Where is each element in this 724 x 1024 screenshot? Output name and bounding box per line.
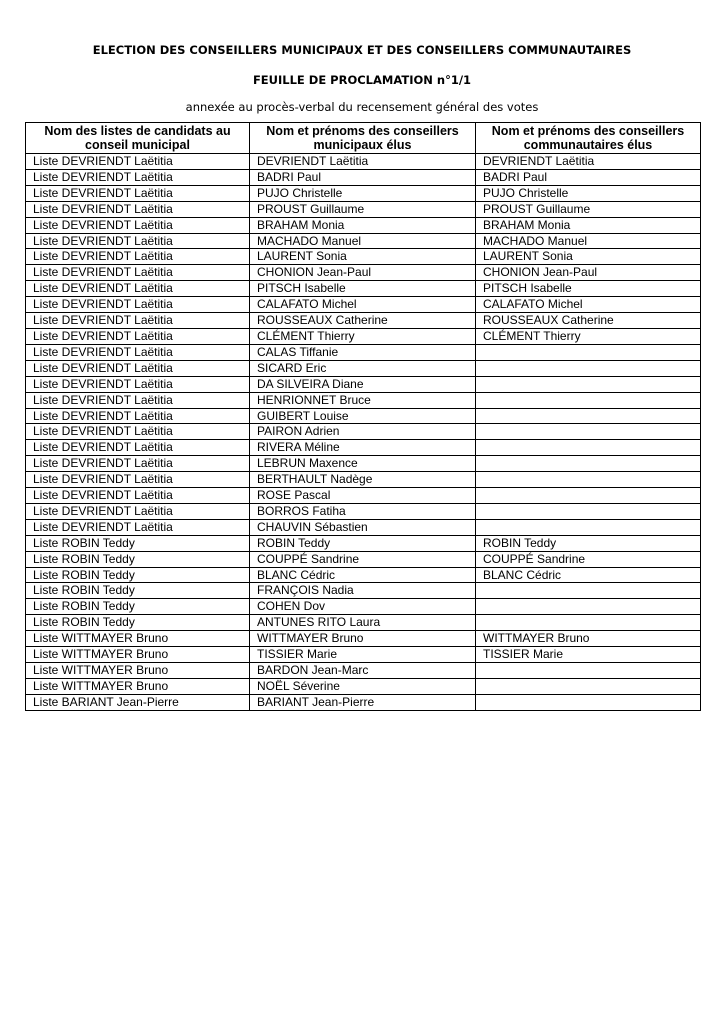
table-row xyxy=(26,488,701,504)
municipal-councillor-cell: BORROS Fatiha xyxy=(250,503,476,519)
municipal-councillor-cell: GUIBERT Louise xyxy=(250,408,476,424)
municipal-councillor-cell: CALAFATO Michel xyxy=(250,297,476,313)
list-name-cell: Liste DEVRIENDT Laëtitia xyxy=(26,440,250,456)
table-row xyxy=(26,583,701,599)
list-name-cell: Liste DEVRIENDT Laëtitia xyxy=(26,217,250,233)
table-row xyxy=(26,313,701,329)
community-councillor-cell: MACHADO Manuel xyxy=(476,233,701,249)
community-councillor-cell: BRAHAM Monia xyxy=(476,217,701,233)
municipal-councillor-cell: PITSCH Isabelle xyxy=(250,281,476,297)
community-councillor-cell: CLÉMENT Thierry xyxy=(476,328,701,344)
municipal-councillor-cell: PROUST Guillaume xyxy=(250,201,476,217)
list-name-cell: Liste DEVRIENDT Laëtitia xyxy=(26,328,250,344)
community-councillor-cell xyxy=(476,663,701,679)
community-councillor-cell xyxy=(476,503,701,519)
community-councillor-cell: DEVRIENDT Laëtitia xyxy=(476,154,701,170)
municipal-councillor-cell: BLANC Cédric xyxy=(250,567,476,583)
list-name-cell: Liste DEVRIENDT Laëtitia xyxy=(26,456,250,472)
list-name-cell: Liste WITTMAYER Bruno xyxy=(26,647,250,663)
community-councillor-cell xyxy=(476,519,701,535)
table-row xyxy=(26,169,701,185)
municipal-councillor-cell: ROSE Pascal xyxy=(250,488,476,504)
municipal-councillor-cell: COHEN Dov xyxy=(250,599,476,615)
list-name-cell: Liste DEVRIENDT Laëtitia xyxy=(26,360,250,376)
list-name-cell: Liste DEVRIENDT Laëtitia xyxy=(26,281,250,297)
municipal-councillor-cell: NOËL Séverine xyxy=(250,678,476,694)
community-councillor-cell: COUPPÉ Sandrine xyxy=(476,551,701,567)
municipal-councillor-cell: CLÉMENT Thierry xyxy=(250,328,476,344)
table-row xyxy=(26,694,701,710)
table-row xyxy=(26,567,701,583)
list-name-cell: Liste WITTMAYER Bruno xyxy=(26,631,250,647)
table-row xyxy=(26,297,701,313)
list-name-cell: Liste DEVRIENDT Laëtitia xyxy=(26,472,250,488)
municipal-councillor-cell: COUPPÉ Sandrine xyxy=(250,551,476,567)
municipal-councillor-cell: WITTMAYER Bruno xyxy=(250,631,476,647)
table-row xyxy=(26,663,701,679)
table-row xyxy=(26,185,701,201)
table-body xyxy=(26,154,701,711)
list-name-cell: Liste DEVRIENDT Laëtitia xyxy=(26,519,250,535)
community-councillor-cell xyxy=(476,583,701,599)
community-councillor-cell xyxy=(476,440,701,456)
municipal-councillor-cell: BARIANT Jean-Pierre xyxy=(250,694,476,710)
list-name-cell: Liste ROBIN Teddy xyxy=(26,535,250,551)
list-name-cell: Liste DEVRIENDT Laëtitia xyxy=(26,503,250,519)
table-row xyxy=(26,201,701,217)
list-name-cell: Liste DEVRIENDT Laëtitia xyxy=(26,344,250,360)
municipal-councillor-cell: DEVRIENDT Laëtitia xyxy=(250,154,476,170)
municipal-councillor-cell: ROUSSEAUX Catherine xyxy=(250,313,476,329)
community-councillor-cell xyxy=(476,488,701,504)
list-name-cell: Liste ROBIN Teddy xyxy=(26,567,250,583)
document-note: annexée au procès-verbal du recensement général des votes xyxy=(185,100,539,114)
community-councillor-cell: PITSCH Isabelle xyxy=(476,281,701,297)
table-row xyxy=(26,551,701,567)
table-row xyxy=(26,233,701,249)
table-row xyxy=(26,424,701,440)
table-row xyxy=(26,344,701,360)
community-councillor-cell xyxy=(476,694,701,710)
table-row xyxy=(26,217,701,233)
table-row xyxy=(26,281,701,297)
community-councillor-cell xyxy=(476,456,701,472)
community-councillor-cell xyxy=(476,599,701,615)
table-row xyxy=(26,154,701,170)
municipal-councillor-cell: ANTUNES RITO Laura xyxy=(250,615,476,631)
municipal-councillor-cell: TISSIER Marie xyxy=(250,647,476,663)
table-row xyxy=(26,535,701,551)
table-row xyxy=(26,503,701,519)
community-councillor-cell xyxy=(476,615,701,631)
table-row xyxy=(26,615,701,631)
table-row xyxy=(26,472,701,488)
list-name-cell: Liste DEVRIENDT Laëtitia xyxy=(26,201,250,217)
column-header-municipal: Nom et prénoms des conseillers municipaux élus xyxy=(250,123,476,154)
table-row xyxy=(26,376,701,392)
municipal-councillor-cell: PAIRON Adrien xyxy=(250,424,476,440)
table-row xyxy=(26,440,701,456)
table-row xyxy=(26,328,701,344)
community-councillor-cell: PUJO Christelle xyxy=(476,185,701,201)
list-name-cell: Liste ROBIN Teddy xyxy=(26,551,250,567)
list-name-cell: Liste DEVRIENDT Laëtitia xyxy=(26,376,250,392)
community-councillor-cell: TISSIER Marie xyxy=(476,647,701,663)
community-councillor-cell xyxy=(476,472,701,488)
table-row xyxy=(26,408,701,424)
list-name-cell: Liste DEVRIENDT Laëtitia xyxy=(26,185,250,201)
community-councillor-cell xyxy=(476,408,701,424)
table-row xyxy=(26,631,701,647)
municipal-councillor-cell: LAURENT Sonia xyxy=(250,249,476,265)
list-name-cell: Liste DEVRIENDT Laëtitia xyxy=(26,265,250,281)
community-councillor-cell: LAURENT Sonia xyxy=(476,249,701,265)
table-header-row xyxy=(26,123,701,154)
list-name-cell: Liste ROBIN Teddy xyxy=(26,615,250,631)
community-councillor-cell xyxy=(476,376,701,392)
table-row xyxy=(26,456,701,472)
proclamation-table xyxy=(25,122,701,711)
community-councillor-cell xyxy=(476,360,701,376)
municipal-councillor-cell: RIVERA Méline xyxy=(250,440,476,456)
table-row xyxy=(26,392,701,408)
column-header-community: Nom et prénoms des conseillers communautaires élus xyxy=(476,123,701,154)
list-name-cell: Liste WITTMAYER Bruno xyxy=(26,663,250,679)
municipal-councillor-cell: BRAHAM Monia xyxy=(250,217,476,233)
municipal-councillor-cell: LEBRUN Maxence xyxy=(250,456,476,472)
list-name-cell: Liste DEVRIENDT Laëtitia xyxy=(26,249,250,265)
list-name-cell: Liste DEVRIENDT Laëtitia xyxy=(26,297,250,313)
community-councillor-cell: CHONION Jean-Paul xyxy=(476,265,701,281)
community-councillor-cell: WITTMAYER Bruno xyxy=(476,631,701,647)
municipal-councillor-cell: BERTHAULT Nadège xyxy=(250,472,476,488)
list-name-cell: Liste DEVRIENDT Laëtitia xyxy=(26,313,250,329)
community-councillor-cell xyxy=(476,344,701,360)
municipal-councillor-cell: MACHADO Manuel xyxy=(250,233,476,249)
list-name-cell: Liste BARIANT Jean-Pierre xyxy=(26,694,250,710)
list-name-cell: Liste DEVRIENDT Laëtitia xyxy=(26,408,250,424)
document-subtitle: FEUILLE DE PROCLAMATION n°1/1 xyxy=(252,73,472,87)
municipal-councillor-cell: PUJO Christelle xyxy=(250,185,476,201)
table-row xyxy=(26,647,701,663)
community-councillor-cell xyxy=(476,678,701,694)
table-row xyxy=(26,519,701,535)
municipal-councillor-cell: CHONION Jean-Paul xyxy=(250,265,476,281)
list-name-cell: Liste DEVRIENDT Laëtitia xyxy=(26,392,250,408)
list-name-cell: Liste DEVRIENDT Laëtitia xyxy=(26,169,250,185)
municipal-councillor-cell: CALAS Tiffanie xyxy=(250,344,476,360)
community-councillor-cell: ROBIN Teddy xyxy=(476,535,701,551)
municipal-councillor-cell: BARDON Jean-Marc xyxy=(250,663,476,679)
list-name-cell: Liste DEVRIENDT Laëtitia xyxy=(26,424,250,440)
table-row xyxy=(26,678,701,694)
municipal-councillor-cell: ROBIN Teddy xyxy=(250,535,476,551)
column-header-lists: Nom des listes de candidats au conseil municipal xyxy=(26,123,250,154)
table-row xyxy=(26,265,701,281)
table-row xyxy=(26,599,701,615)
municipal-councillor-cell: DA SILVEIRA Diane xyxy=(250,376,476,392)
list-name-cell: Liste DEVRIENDT Laëtitia xyxy=(26,488,250,504)
document-title: ELECTION DES CONSEILLERS MUNICIPAUX ET DES CONSEILLERS COMMUNAUTAIRES xyxy=(92,43,632,57)
list-name-cell: Liste DEVRIENDT Laëtitia xyxy=(26,233,250,249)
list-name-cell: Liste DEVRIENDT Laëtitia xyxy=(26,154,250,170)
municipal-councillor-cell: FRANÇOIS Nadia xyxy=(250,583,476,599)
community-councillor-cell: PROUST Guillaume xyxy=(476,201,701,217)
table-row xyxy=(26,360,701,376)
list-name-cell: Liste WITTMAYER Bruno xyxy=(26,678,250,694)
municipal-councillor-cell: SICARD Eric xyxy=(250,360,476,376)
community-councillor-cell: BLANC Cédric xyxy=(476,567,701,583)
municipal-councillor-cell: HENRIONNET Bruce xyxy=(250,392,476,408)
municipal-councillor-cell: CHAUVIN Sébastien xyxy=(250,519,476,535)
list-name-cell: Liste ROBIN Teddy xyxy=(26,583,250,599)
community-councillor-cell: ROUSSEAUX Catherine xyxy=(476,313,701,329)
community-councillor-cell xyxy=(476,424,701,440)
community-councillor-cell: BADRI Paul xyxy=(476,169,701,185)
list-name-cell: Liste ROBIN Teddy xyxy=(26,599,250,615)
municipal-councillor-cell: BADRI Paul xyxy=(250,169,476,185)
community-councillor-cell xyxy=(476,392,701,408)
community-councillor-cell: CALAFATO Michel xyxy=(476,297,701,313)
table-row xyxy=(26,249,701,265)
